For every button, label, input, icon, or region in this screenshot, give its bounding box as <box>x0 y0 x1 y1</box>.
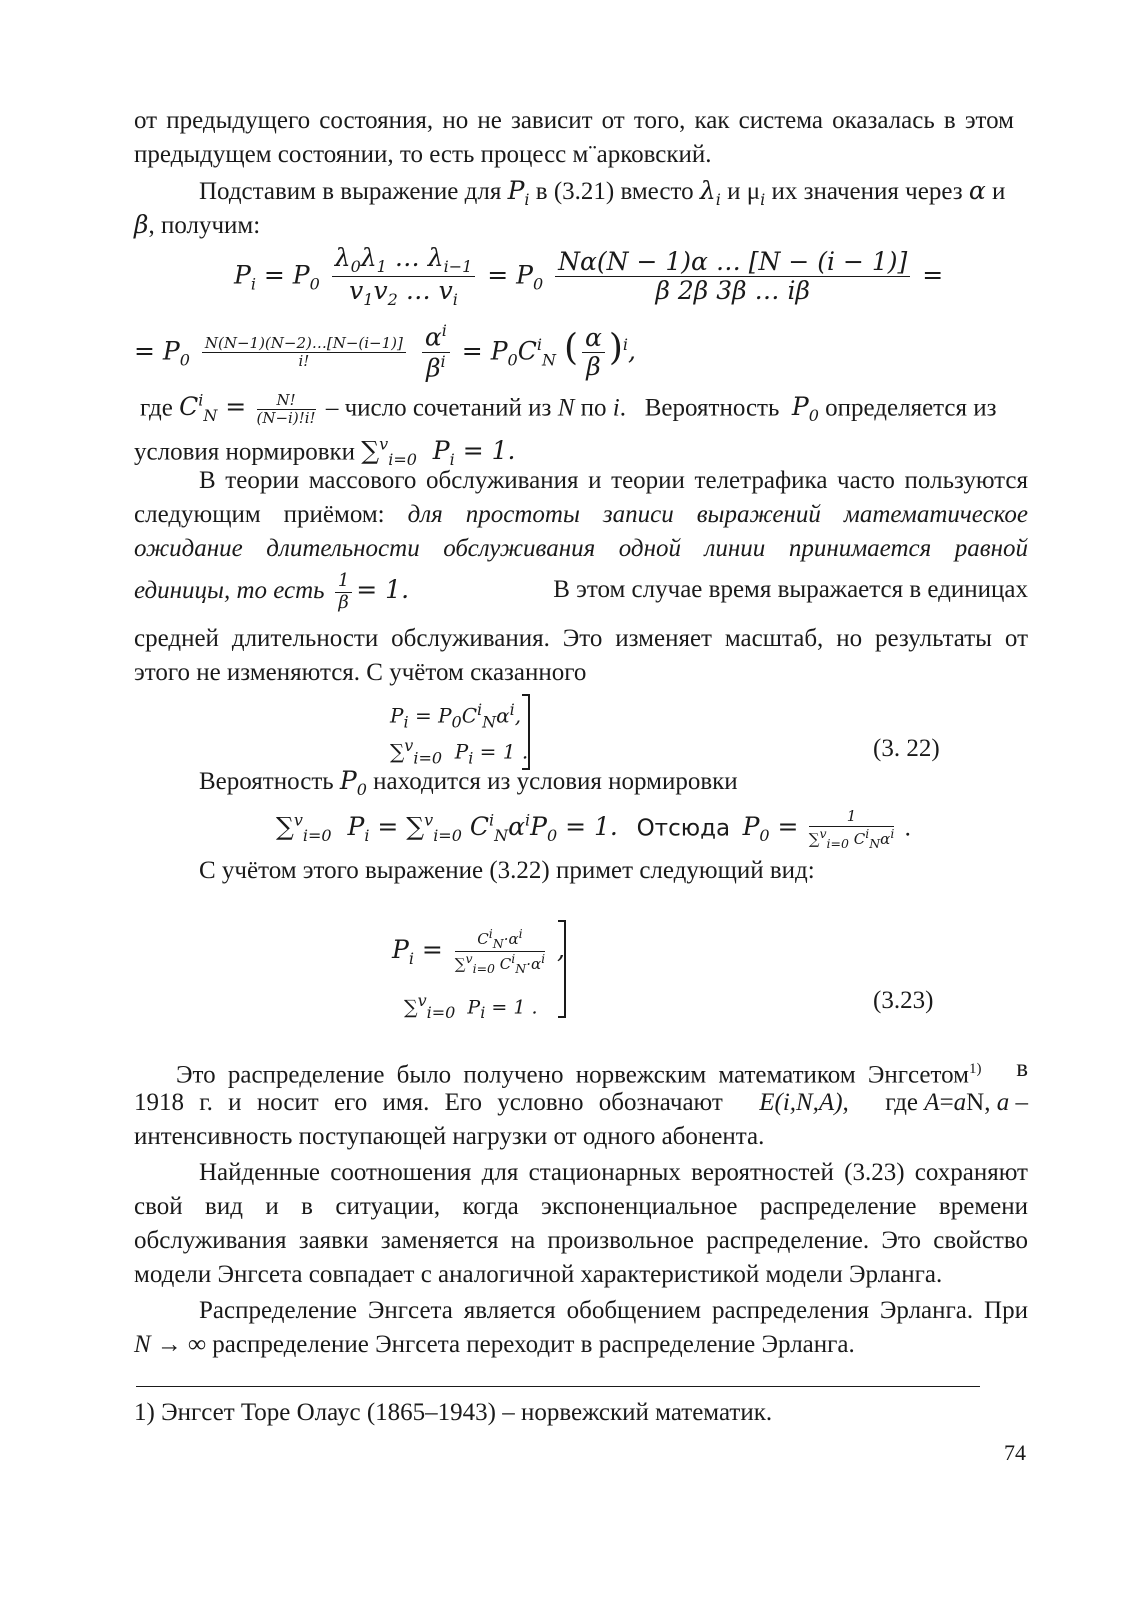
text-line: обслуживания заявки заменяется на произвольное распределение. Это свойство <box>134 1227 1028 1254</box>
text-line: Вероятность $P_0$ находится из условия нормировки <box>199 766 738 799</box>
text-line: Это распределение было получено норвежским математиком Энгсетом$^{1)}$ в <box>176 1055 1028 1089</box>
text-line: В теории массового обслуживания и теории телетрафика часто пользуются <box>199 467 1028 494</box>
equation-pi-line1: $P_i = P_0$ $\frac{\lambda_0\lambda_1 \dots \lambda_{i-1}}{v_1v_2 \dots v_i}$ = $P_0$ $\frac{N\alpha(N - 1)\alpha \dots [N - (i - 1)]}{\beta 2\beta 3\beta \dots i\beta}$ = <box>234 243 944 310</box>
text-line: предыдущем состоянии, то есть процесс м¨арковский. <box>134 141 712 168</box>
equation-pi-line2: = $P_0$ $\frac{N(N-1)(N-2)\dots[N-(i-1)]}{i!}$ $\frac{\alpha^i}{\beta^i}$ = $P_0C^i_N$ ( $\frac{\alpha}{\beta}$ )$^i$, <box>134 321 636 383</box>
footnote-separator <box>136 1386 980 1387</box>
equation-normalization: ∑$^v_{i=0}$ $P_i = \sum^v_{i=0}$ $C^i_N\alpha^iP_0 = 1$. Отсюда $P_0$ = $\frac{1}{\sum^v_{i=0} C^i_N\alpha^i}$ . <box>276 807 911 851</box>
text-line: от предыдущего состояния, но не зависит от того, как система оказалась в этом <box>134 107 1014 134</box>
text-line: Распределение Энгсета является обобщением распределения Эрланга. При <box>199 1297 1028 1324</box>
text-line: Найденные соотношения для стационарных вероятностей (3.23) сохраняют <box>199 1159 1028 1186</box>
equation-number: (3.23) <box>873 987 934 1014</box>
equation-3-23-line1: $P_i$ = $\frac{C^i_N\cdot\alpha^i}{\sum^v_{i=0} C^i_N\cdot\alpha^i}$ , <box>392 925 566 976</box>
math-inline: $P_i$ <box>507 176 530 209</box>
right-brace <box>522 694 530 770</box>
right-brace <box>558 920 566 1018</box>
text-line: Подставим в выражение для $P_i$ в (3.21) вместо $\lambda_i$ и $\mu_i$ их значения через α и <box>199 176 1006 209</box>
text-line: интенсивность поступающей нагрузки от одного абонента. <box>134 1123 765 1150</box>
text-line: модели Энгсета совпадает с аналогичной характеристикой модели Эрланга. <box>134 1261 943 1288</box>
text-line: этого не изменяются. С учётом сказанного <box>134 659 587 686</box>
text-line: условия нормировки ∑$^v_{i=0}$ $P_i = 1$. <box>134 435 516 470</box>
text-line: следующим приёмом: для простоты записи выражений математическое <box>134 501 1029 528</box>
footnote: 1) Энгсет Торе Олаус (1865–1943) – норвежский математик. <box>134 1399 773 1426</box>
page-number: 74 <box>1004 1440 1026 1465</box>
text-line: единицы, то есть $\frac{1}{\beta}$ = 1. В этом случае время выражается в единицах <box>134 570 1028 613</box>
equation-number: (3. 22) <box>873 735 940 762</box>
equation-3-23-line2: ∑$^v_{i=0}$ $P_i = 1$ . <box>404 991 538 1023</box>
text-line: где $C^i_N$ = $\frac{N!}{(N-i)!i!}$ – число сочетаний из N по i. Вероятность $P_0$ определяется из <box>140 390 997 428</box>
equation-3-22-line1: $P_i = P_0C^i_N\alpha^i$, <box>390 700 522 732</box>
text-line: свой вид и в ситуации, когда экспоненциальное распределение времени <box>134 1193 1028 1220</box>
text-line: N → ∞ распределение Энгсета переходит в распределение Эрланга. <box>134 1331 855 1358</box>
text-line: ожидание длительности обслуживания одной линии принимается равной <box>134 535 1028 562</box>
equation-3-22-line2: ∑$^v_{i=0}$ $P_i = 1$ . <box>390 736 529 768</box>
text-line: С учётом этого выражение (3.22) примет следующий вид: <box>199 857 815 884</box>
text-line: 1918 г. и носит его имя. Его условно обозначают E(i,N,A), где A=aN, a – <box>134 1089 1028 1116</box>
text-line: средней длительности обслуживания. Это изменяет масштаб, но результаты от <box>134 625 1028 652</box>
math-inline: $\lambda_i$ <box>699 176 721 209</box>
text-line: β, получим: <box>134 210 261 239</box>
